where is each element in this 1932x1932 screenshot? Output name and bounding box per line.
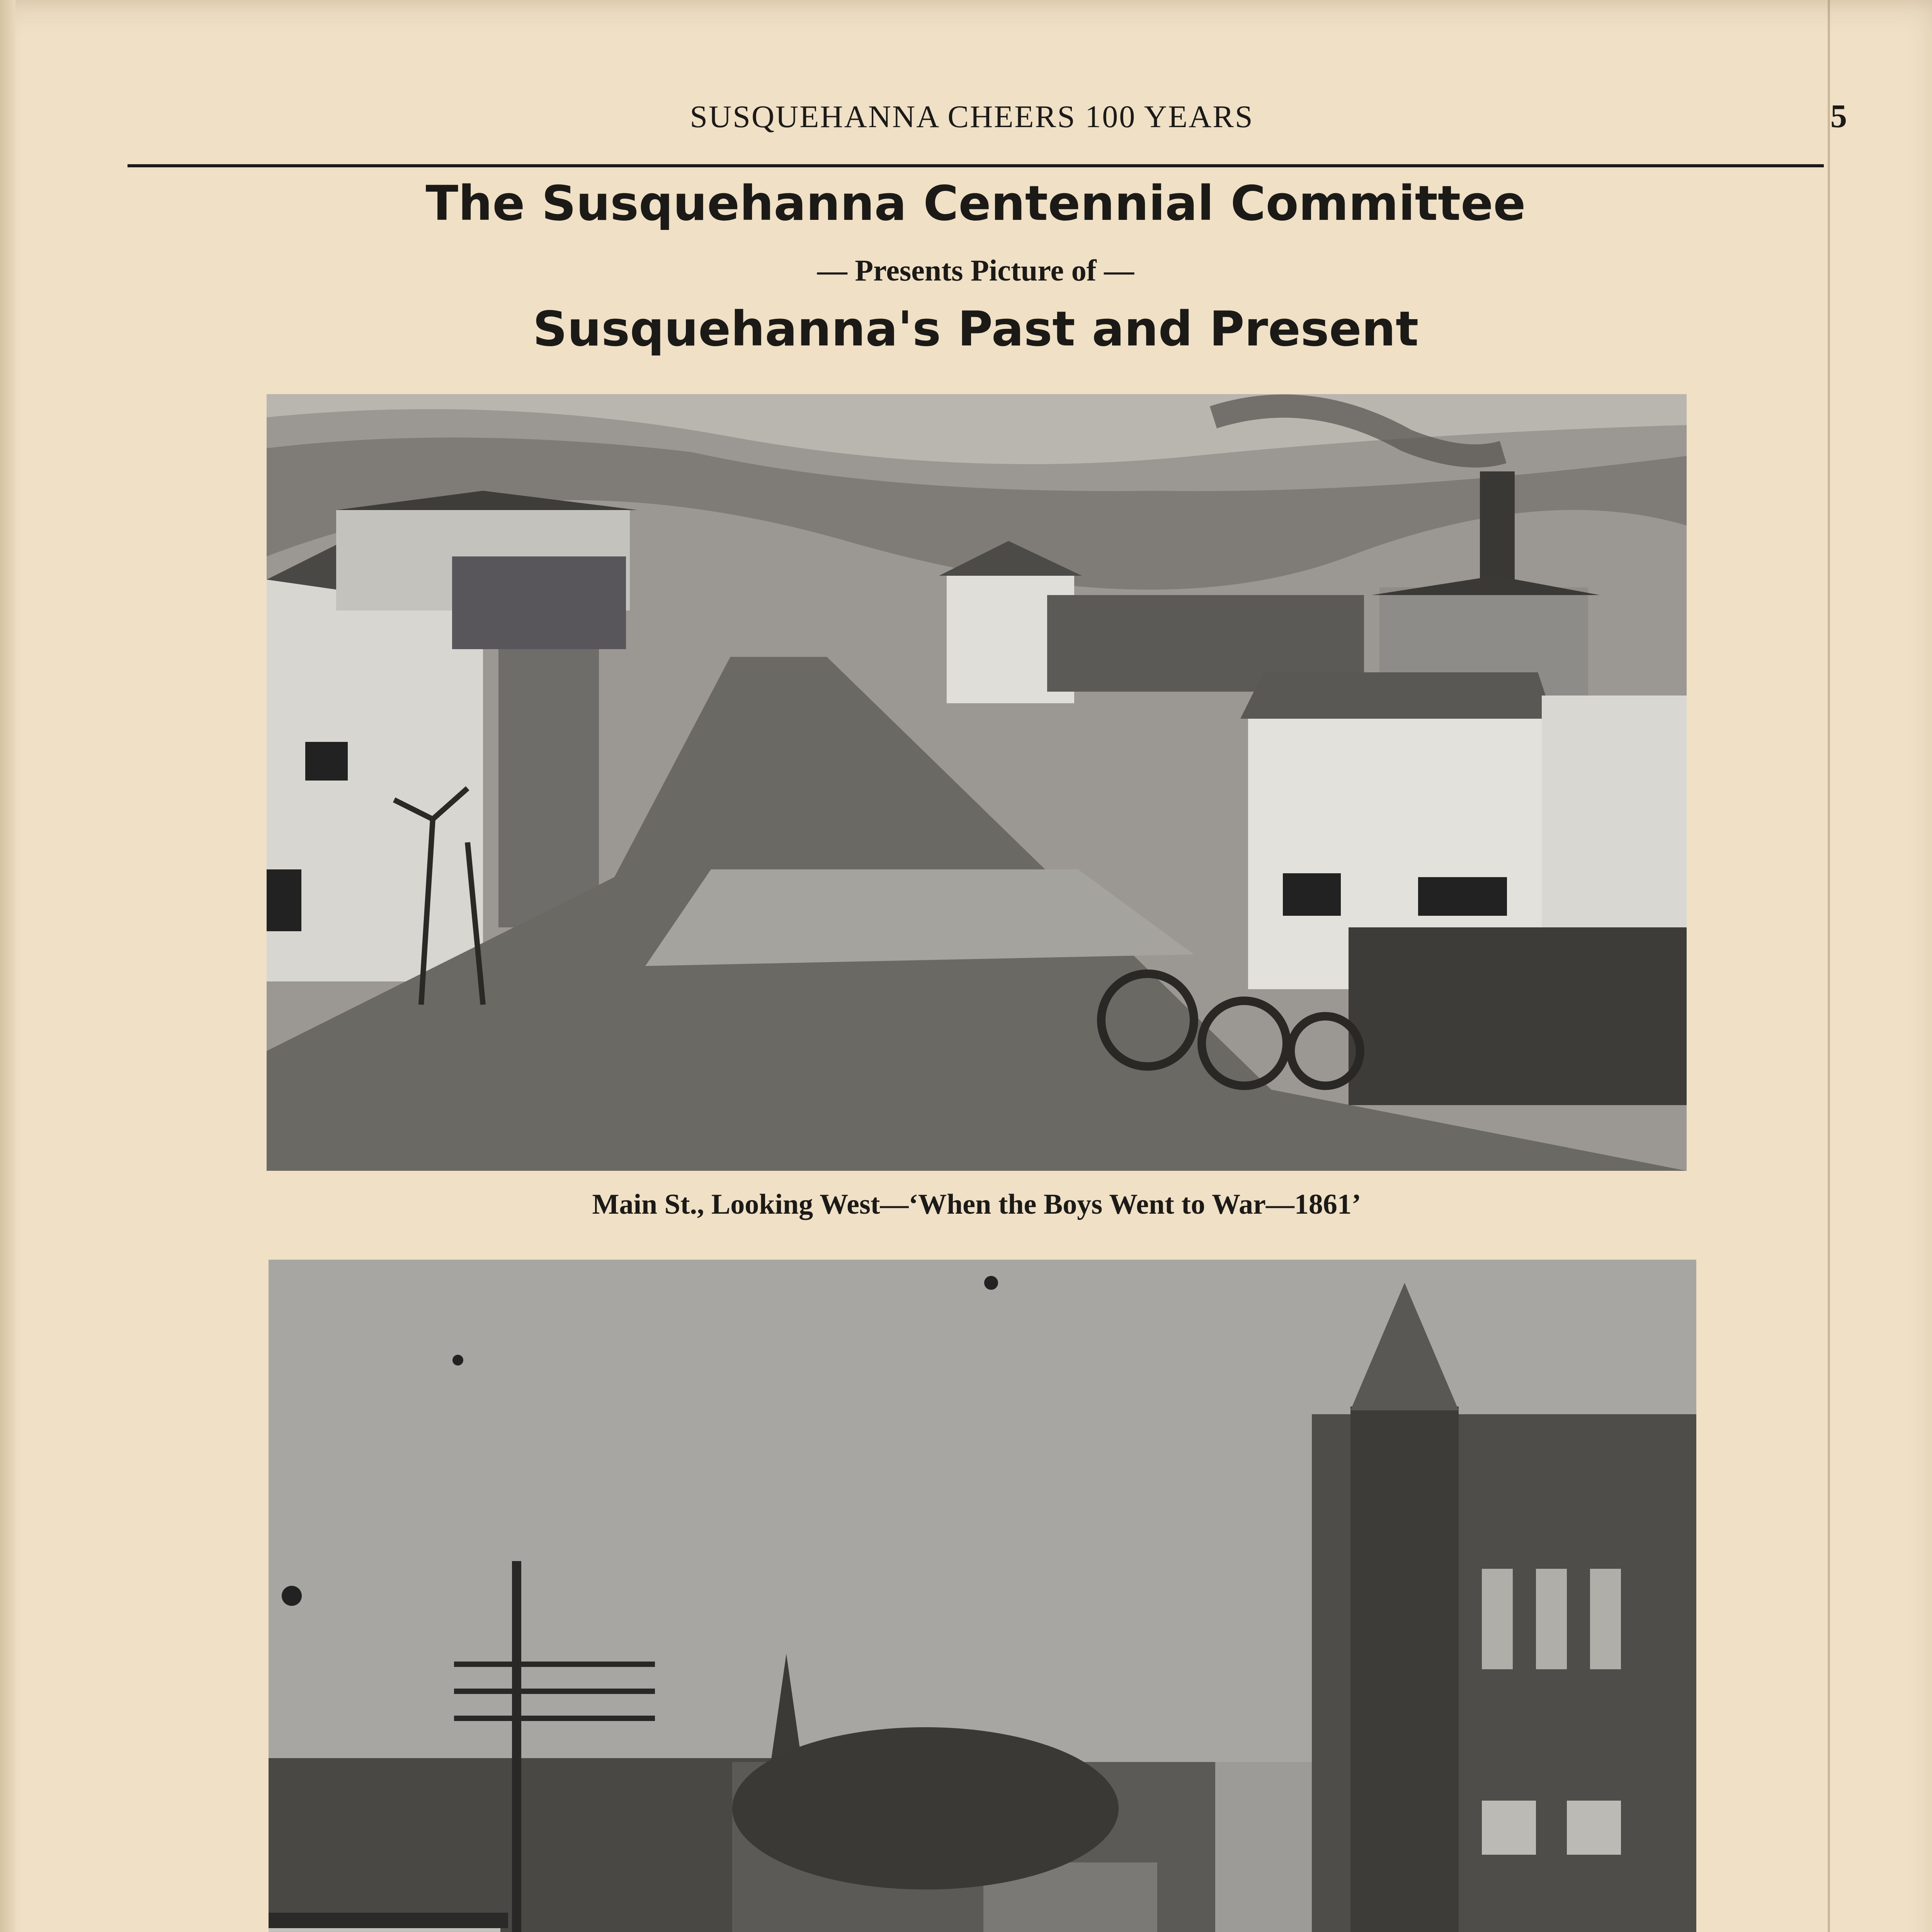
binding-spine [0,0,15,1932]
page-subtitle: — Presents Picture of — [817,253,1134,287]
page-title: The Susquehanna Centennial Committee [425,176,1526,231]
photo-caption: Main St., Looking West—‘When the Boys Went to War—1861’ [592,1189,1361,1220]
running-head: SUSQUEHANNA CHEERS 100 YEARS [690,99,1254,134]
page-fold-line [1828,0,1830,1932]
page-number: 5 [1830,97,1847,134]
photo-main-st-east [269,1260,1696,1932]
photo-main-st-west [267,394,1687,1171]
top-rule [128,164,1824,167]
page-title-secondary: Susquehanna's Past and Present [532,301,1419,357]
